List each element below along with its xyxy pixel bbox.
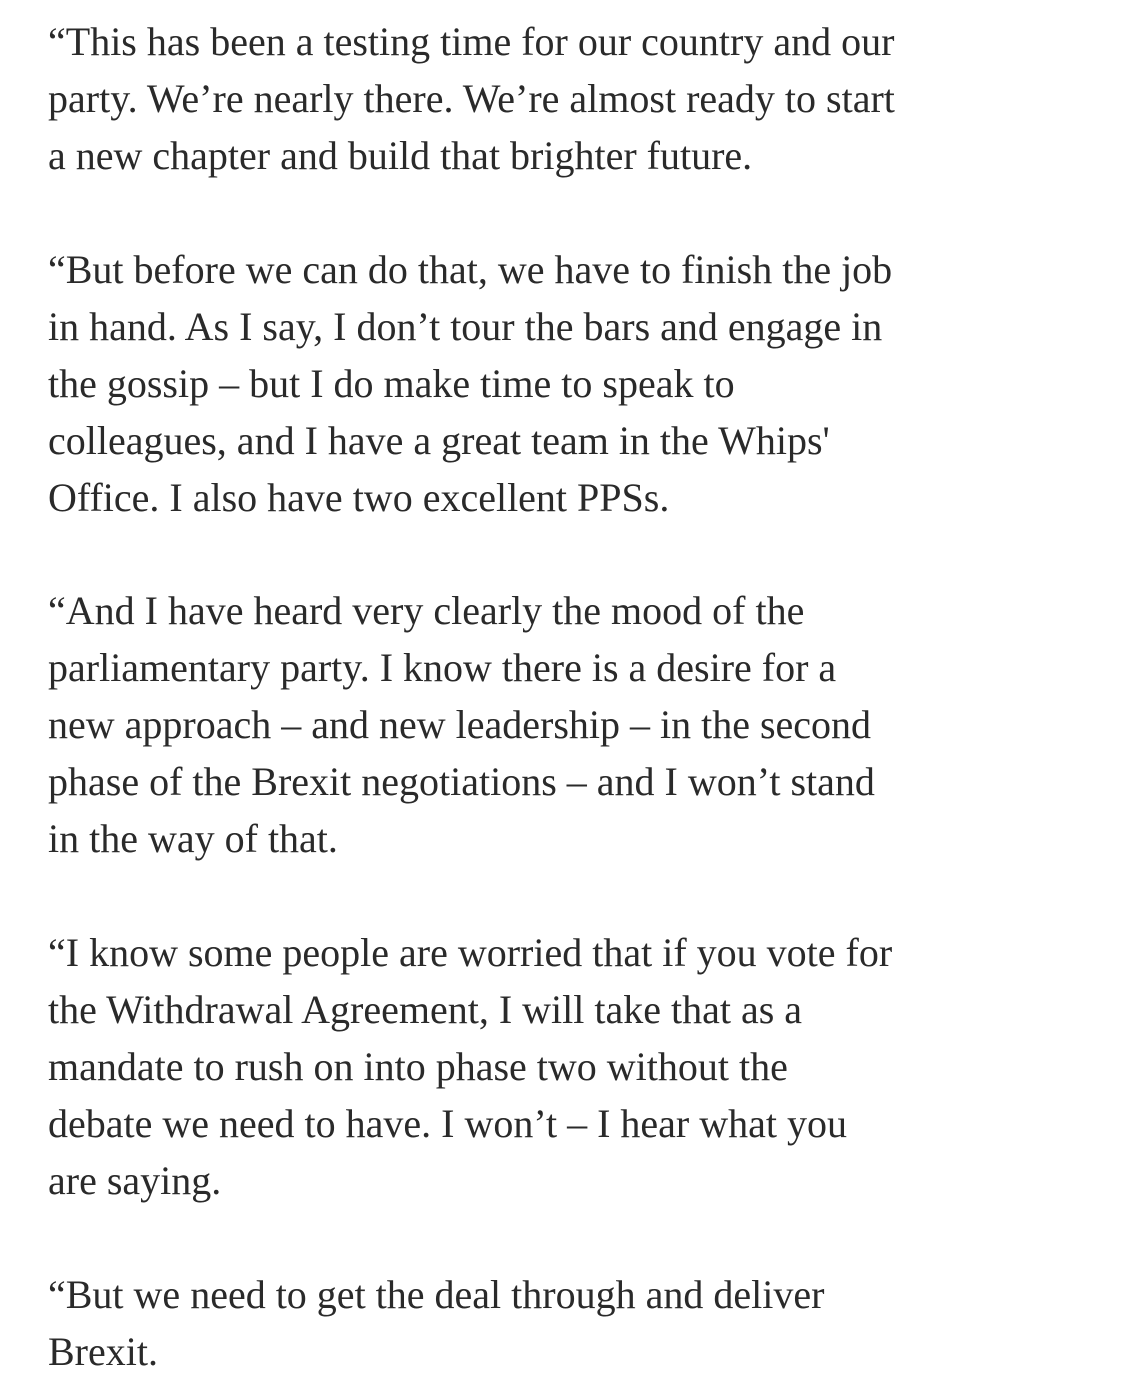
text-line: the Withdrawal Agreement, I will take that as a bbox=[48, 987, 803, 1032]
text-line: a new chapter and build that brighter future. bbox=[48, 133, 753, 178]
text-line: new approach – and new leadership – in the second bbox=[48, 702, 872, 747]
text-line: Brexit. bbox=[48, 1329, 158, 1374]
text-line: “But before we can do that, we have to finish the job bbox=[48, 247, 893, 292]
paragraph-3 bbox=[48, 582, 1108, 867]
text-line: are saying. bbox=[48, 1158, 222, 1203]
text-line: debate we need to have. I won’t – I hear what you bbox=[48, 1101, 847, 1146]
text-line: parliamentary party. I know there is a desire for a bbox=[48, 645, 837, 690]
text-line: “I know some people are worried that if you vote for bbox=[48, 930, 893, 975]
paragraph-5 bbox=[48, 1266, 1108, 1380]
text-line: “But we need to get the deal through and deliver bbox=[48, 1272, 825, 1317]
text-line: the gossip – but I do make time to speak to bbox=[48, 361, 735, 406]
text-line: in hand. As I say, I don’t tour the bars and engage in bbox=[48, 304, 883, 349]
text-line: colleagues, and I have a great team in the Whips' bbox=[48, 418, 830, 463]
text-line: party. We’re nearly there. We’re almost ready to start bbox=[48, 76, 895, 121]
text-line: Office. I also have two excellent PPSs. bbox=[48, 475, 670, 520]
text-line: in the way of that. bbox=[48, 816, 338, 861]
paragraph-4 bbox=[48, 924, 1108, 1209]
paragraph-2 bbox=[48, 241, 1108, 526]
text-line: mandate to rush on into phase two without the bbox=[48, 1044, 788, 1089]
paragraph-1 bbox=[48, 13, 1108, 184]
text-line: phase of the Brexit negotiations – and I won’t stand bbox=[48, 759, 875, 804]
text-line: “And I have heard very clearly the mood of the bbox=[48, 588, 805, 633]
text-line: “This has been a testing time for our country and our bbox=[48, 19, 895, 64]
